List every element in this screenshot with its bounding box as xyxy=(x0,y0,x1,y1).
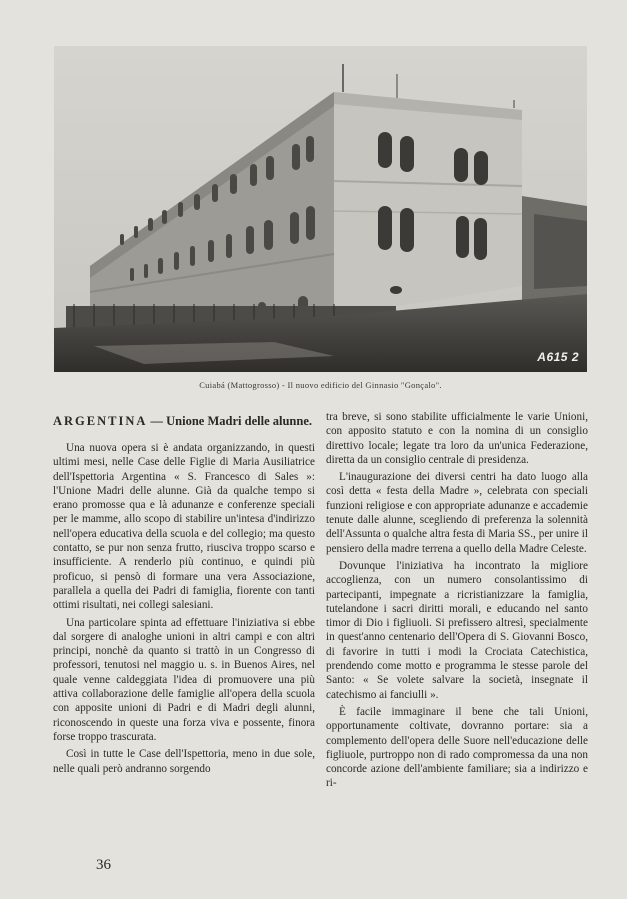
paragraph: È facile immaginare il bene che tali Unioni, opportunamente coltivate, dovranno portare: sia a complemento dell'opera delle Suore nell'educazione delle figliuole, purtroppo non di rado compromessa da una non concorde azione dell'ambiente familiare; sia a indirizzo e ri- xyxy=(326,705,588,790)
photo-archive-code: A615 2 xyxy=(537,350,579,364)
paragraph: L'inaugurazione dei diversi centri ha dato luogo alla così detta « festa della Madre », celebrata con speciali funzioni religiose e con appropriate adunanze e accademie tenute dalle alunne, scegliendo di preferenza la solennità dell'Assunta o qualche altra festa di Maria SS., per unire il pensiero della madre terrena a quello della Madre Celeste. xyxy=(326,471,588,555)
building-illustration xyxy=(54,46,587,372)
article-headline xyxy=(53,414,315,429)
paragraph: Dovunque l'iniziativa ha incontrato la migliore accoglienza, con un numero consolantissimo di partecipanti, impegnate a ricristianizzare la famiglia, tutelandone i sacri diritti morali, e educando nel santo timor di Dio i figliuoli. Si prefissero altresì, specialmente in quest'anno centenario dell'Opera di S. Giovanni Bosco, di favorire in tutti i modi la Crociata Catechistica, prendendo come motto e programma le stesse parole del Santo: « Se volete salvare la società, insegnate il catechismo ai fanciulli ». xyxy=(326,559,588,701)
paragraph: tra breve, si sono stabilite ufficialmente le varie Unioni, con apposito statuto e con la nomina di un consiglio direttivo locale; legate tra loro da un'unica Federazione, diretta da un consiglio centrale di presidenza. xyxy=(326,411,588,466)
headline-title: — Unione Madri delle alunne. xyxy=(150,414,312,428)
right-column xyxy=(326,410,588,791)
building-photo xyxy=(54,46,587,372)
page-number: 36 xyxy=(96,857,111,873)
paragraph: Così in tutte le Case dell'Ispettoria, meno in due sole, nelle quali però andranno sorgendo xyxy=(53,748,315,775)
headline-country: ARGENTINA xyxy=(53,414,148,428)
left-column xyxy=(53,410,315,776)
paragraph: Una nuova opera si è andata organizzando, in questi ultimi mesi, nelle Case delle Figlie di Maria Ausiliatrice dell'Ispettoria Argentina « S. Francesco di Sales »: l'Unione Madri delle alunne. Già da qualche tempo si erano promosse qua e là adunanze e conferenze speciali per le mamme, allo scopo di stabilire un'intesa d'indirizzo nell'opera educativa della scuola e del collegio; ma questo contatto, se pur non senza frutto, riusciva troppo scarso e insufficiente. A renderlo più continuo, e quindi più proficuo, si pensò di formare una vera Associazione, parallela a quella dei Padri di famiglia, fiorente con tanti ottimi risultati, nei collegi salesiani. xyxy=(53,442,315,612)
paragraph: Una particolare spinta ad effettuare l'iniziativa si ebbe dal sorgere di analoghe unioni in altri campi e con altri principi, nonchè da quanto si trattò in un Congresso di professori, tenutosi nel maggio u. s. in Buenos Aires, nel quale venne caldeggiata l'idea di promuovere una più attiva collaborazione delle famiglie all'opera della scuola con apposite unioni di Padri e di Madri degli alunni, riconoscendo in queste una forza viva e possente, finora forse troppo trascurata. xyxy=(53,616,315,743)
photo-caption: Cuiabá (Mattogrosso) - Il nuovo edificio del Ginnasio "Gonçalo". xyxy=(199,380,442,390)
